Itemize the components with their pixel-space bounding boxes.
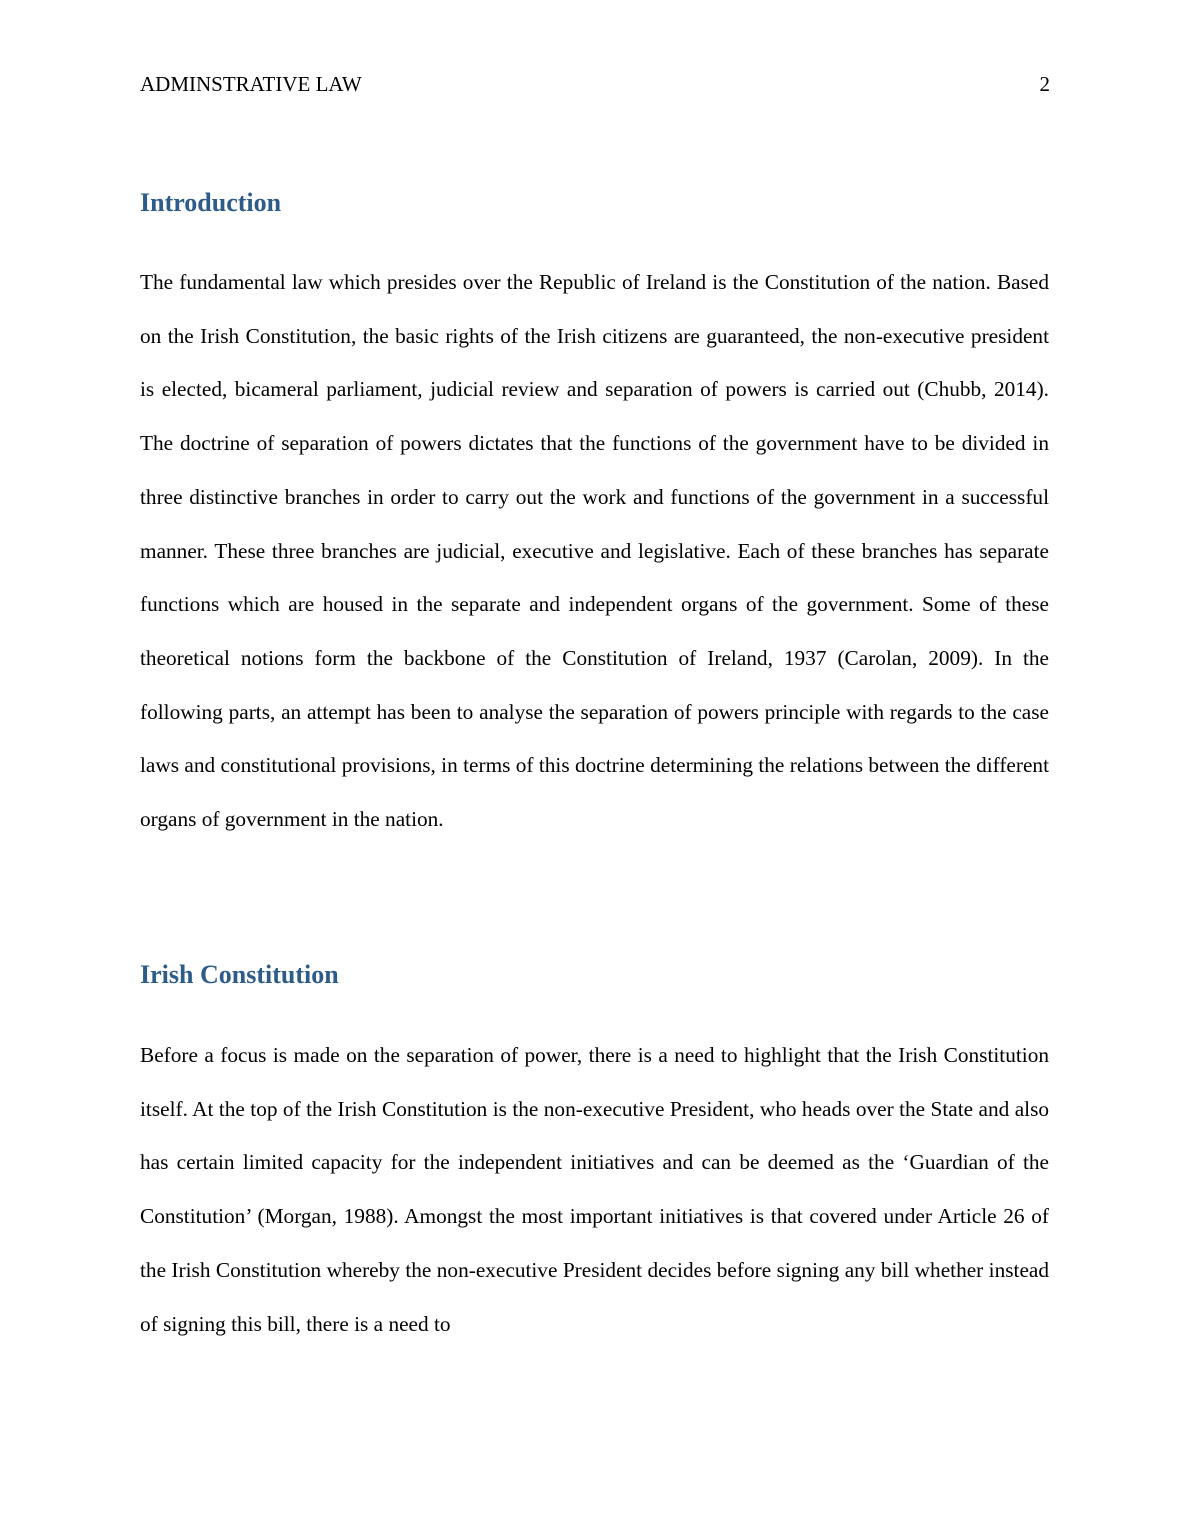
page-number: 2	[1039, 72, 1050, 96]
section-body-introduction: The fundamental law which presides over the Republic of Ireland is the Constitution of the nation. Based on the Irish Constitution, the basic rights of the Irish citizens are guaranteed, the non-executive president is elected, bicameral parliament, judicial review and separation of powers is carried out (Chubb, 2014). The doctrine of separation of powers dictates that the functions of the government have to be divided in three distinctive branches in order to carry out the work and functions of the government in a successful manner. These three branches are judicial, executive and legislative. Each of these branches has separate functions which are housed in the separate and independent organs of the government. Some of these theoretical notions form the backbone of the Constitution of Ireland, 1937 (Carolan, 2009). In the following parts, an attempt has been to analyse the separation of powers principle with regards to the case laws and constitutional provisions, in terms of this doctrine determining the relations between the different organs of government in the nation.	[140, 270, 1049, 832]
section-heading-introduction: Introduction	[140, 188, 282, 217]
section-heading-irish-constitution: Irish Constitution	[140, 960, 339, 989]
section-body-irish-constitution: Before a focus is made on the separation of power, there is a need to highlight that the Irish Constitution itself. At the top of the Irish Constitution is the non-executive President, who heads over the State and also has certain limited capacity for the independent initiatives and can be deemed as the ‘Guardian of the Constitution’ (Morgan, 1988). Amongst the most important initiatives is that covered under Article 26 of the Irish Constitution whereby the non-executive President decides before signing any bill whether instead of signing this bill, there is a need to	[140, 1043, 1049, 1336]
page-header	[140, 70, 1050, 100]
running-head-title: ADMINSTRATIVE LAW	[140, 72, 362, 96]
